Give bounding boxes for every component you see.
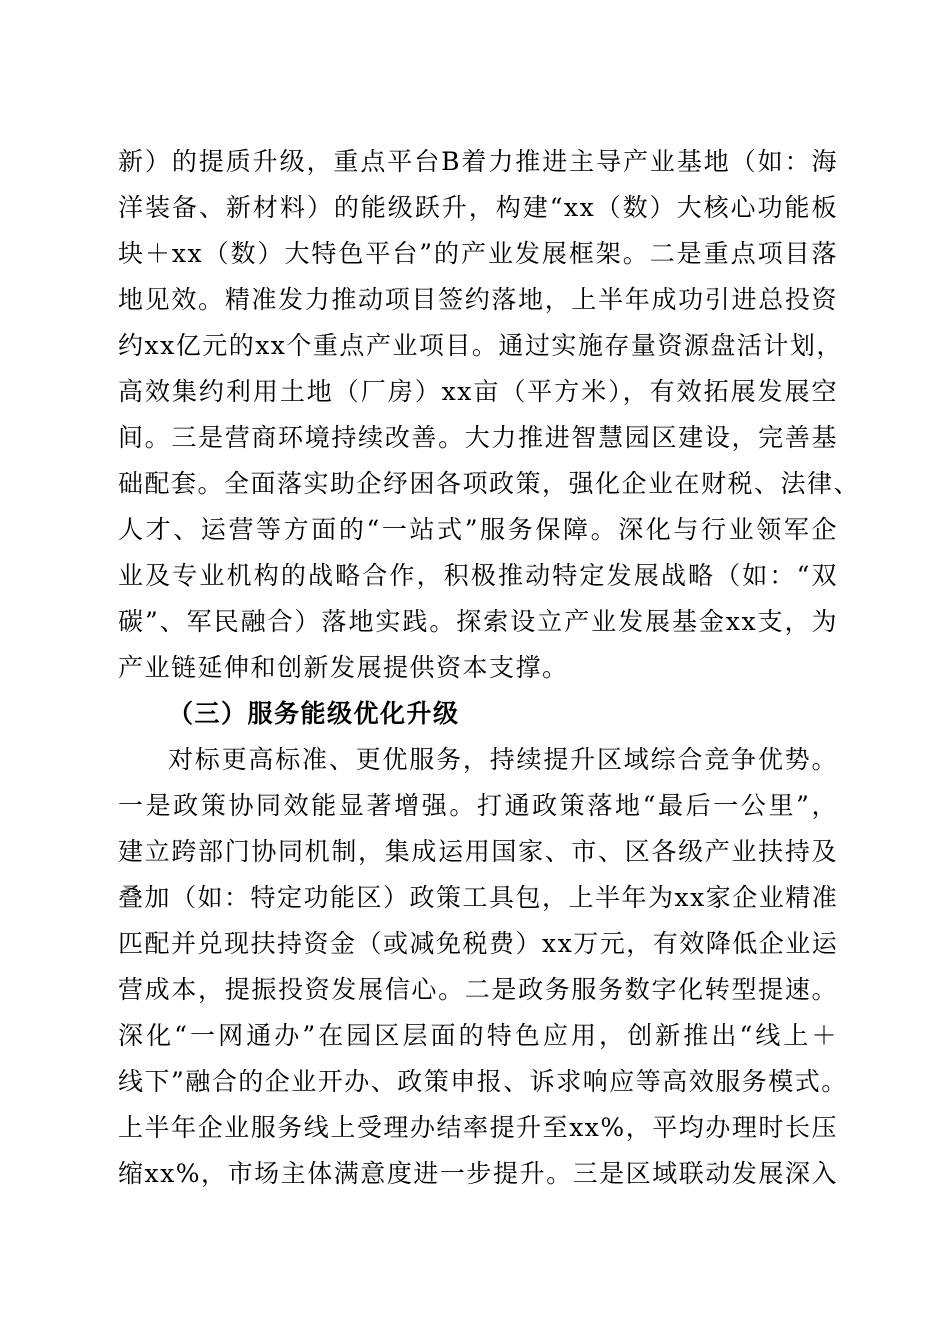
paragraph-service-upgrade <box>118 737 848 1197</box>
text-line: 新）的提质升级，重点平台B着力推进主导产业基地（如：海 <box>118 147 838 176</box>
text-line: 碳”、军民融合）落地实践。探索设立产业发展基金xx支，为 <box>118 607 838 636</box>
text-line: 叠加（如：特定功能区）政策工具包，上半年为xx家企业精准 <box>118 883 839 912</box>
text-line: 间。三是营商环境持续改善。大力推进智慧园区建设，完善基 <box>118 423 838 452</box>
text-line: 人才、运营等方面的“一站式”服务保障。深化与行业领军企 <box>118 515 838 544</box>
text-line: 匹配并兑现扶持资金（或减免税费）xx万元，有效降低企业运 <box>118 929 839 958</box>
text-line: 一是政策协同效能显著增强。打通政策落地“最后一公里”， <box>118 791 838 820</box>
text-line: 对标更高标准、更优服务，持续提升区域综合竞争优势。 <box>168 745 838 774</box>
text-line: 业及专业机构的战略合作，积极推动特定发展战略（如：“双 <box>118 561 838 590</box>
text-line: 高效集约利用土地（厂房）xx亩（平方米），有效拓展发展空 <box>118 377 838 406</box>
text-line: 产业链延伸和创新发展提供资本支撑。 <box>118 653 569 682</box>
text-line: 缩xx%，市场主体满意度进一步提升。三是区域联动发展深入 <box>118 1159 838 1188</box>
text-line: 块＋xx（数）大特色平台”的产业发展框架。二是重点项目落 <box>118 239 838 268</box>
text-line: 地见效。精准发力推动项目签约落地，上半年成功引进总投资 <box>118 285 838 314</box>
paragraph-industry-platforms <box>118 139 861 691</box>
text-line: 营成本，提振投资发展信心。二是政务服务数字化转型提速。 <box>118 975 838 1004</box>
text-line: 洋装备、新材料）的能级跃升，构建“xx（数）大核心功能板 <box>118 193 838 222</box>
text-line: 础配套。全面落实助企纾困各项政策，强化企业在财税、法律、 <box>118 469 861 498</box>
text-line: 线下”融合的企业开办、政策申报、诉求响应等高效服务模式。 <box>118 1067 848 1096</box>
text-line: 约xx亿元的xx个重点产业项目。通过实施存量资源盘活计划， <box>118 331 843 360</box>
text-line: 深化“一网通办”在园区层面的特色应用，创新推出“线上＋ <box>118 1021 838 1050</box>
section-heading: （三）服务能级优化升级 <box>168 699 460 728</box>
body-text <box>118 139 861 1197</box>
text-line: 上半年企业服务线上受理办结率提升至xx%，平均办理时长压 <box>118 1113 838 1142</box>
text-line: 建立跨部门协同机制，集成运用国家、市、区各级产业扶持及 <box>118 837 838 866</box>
